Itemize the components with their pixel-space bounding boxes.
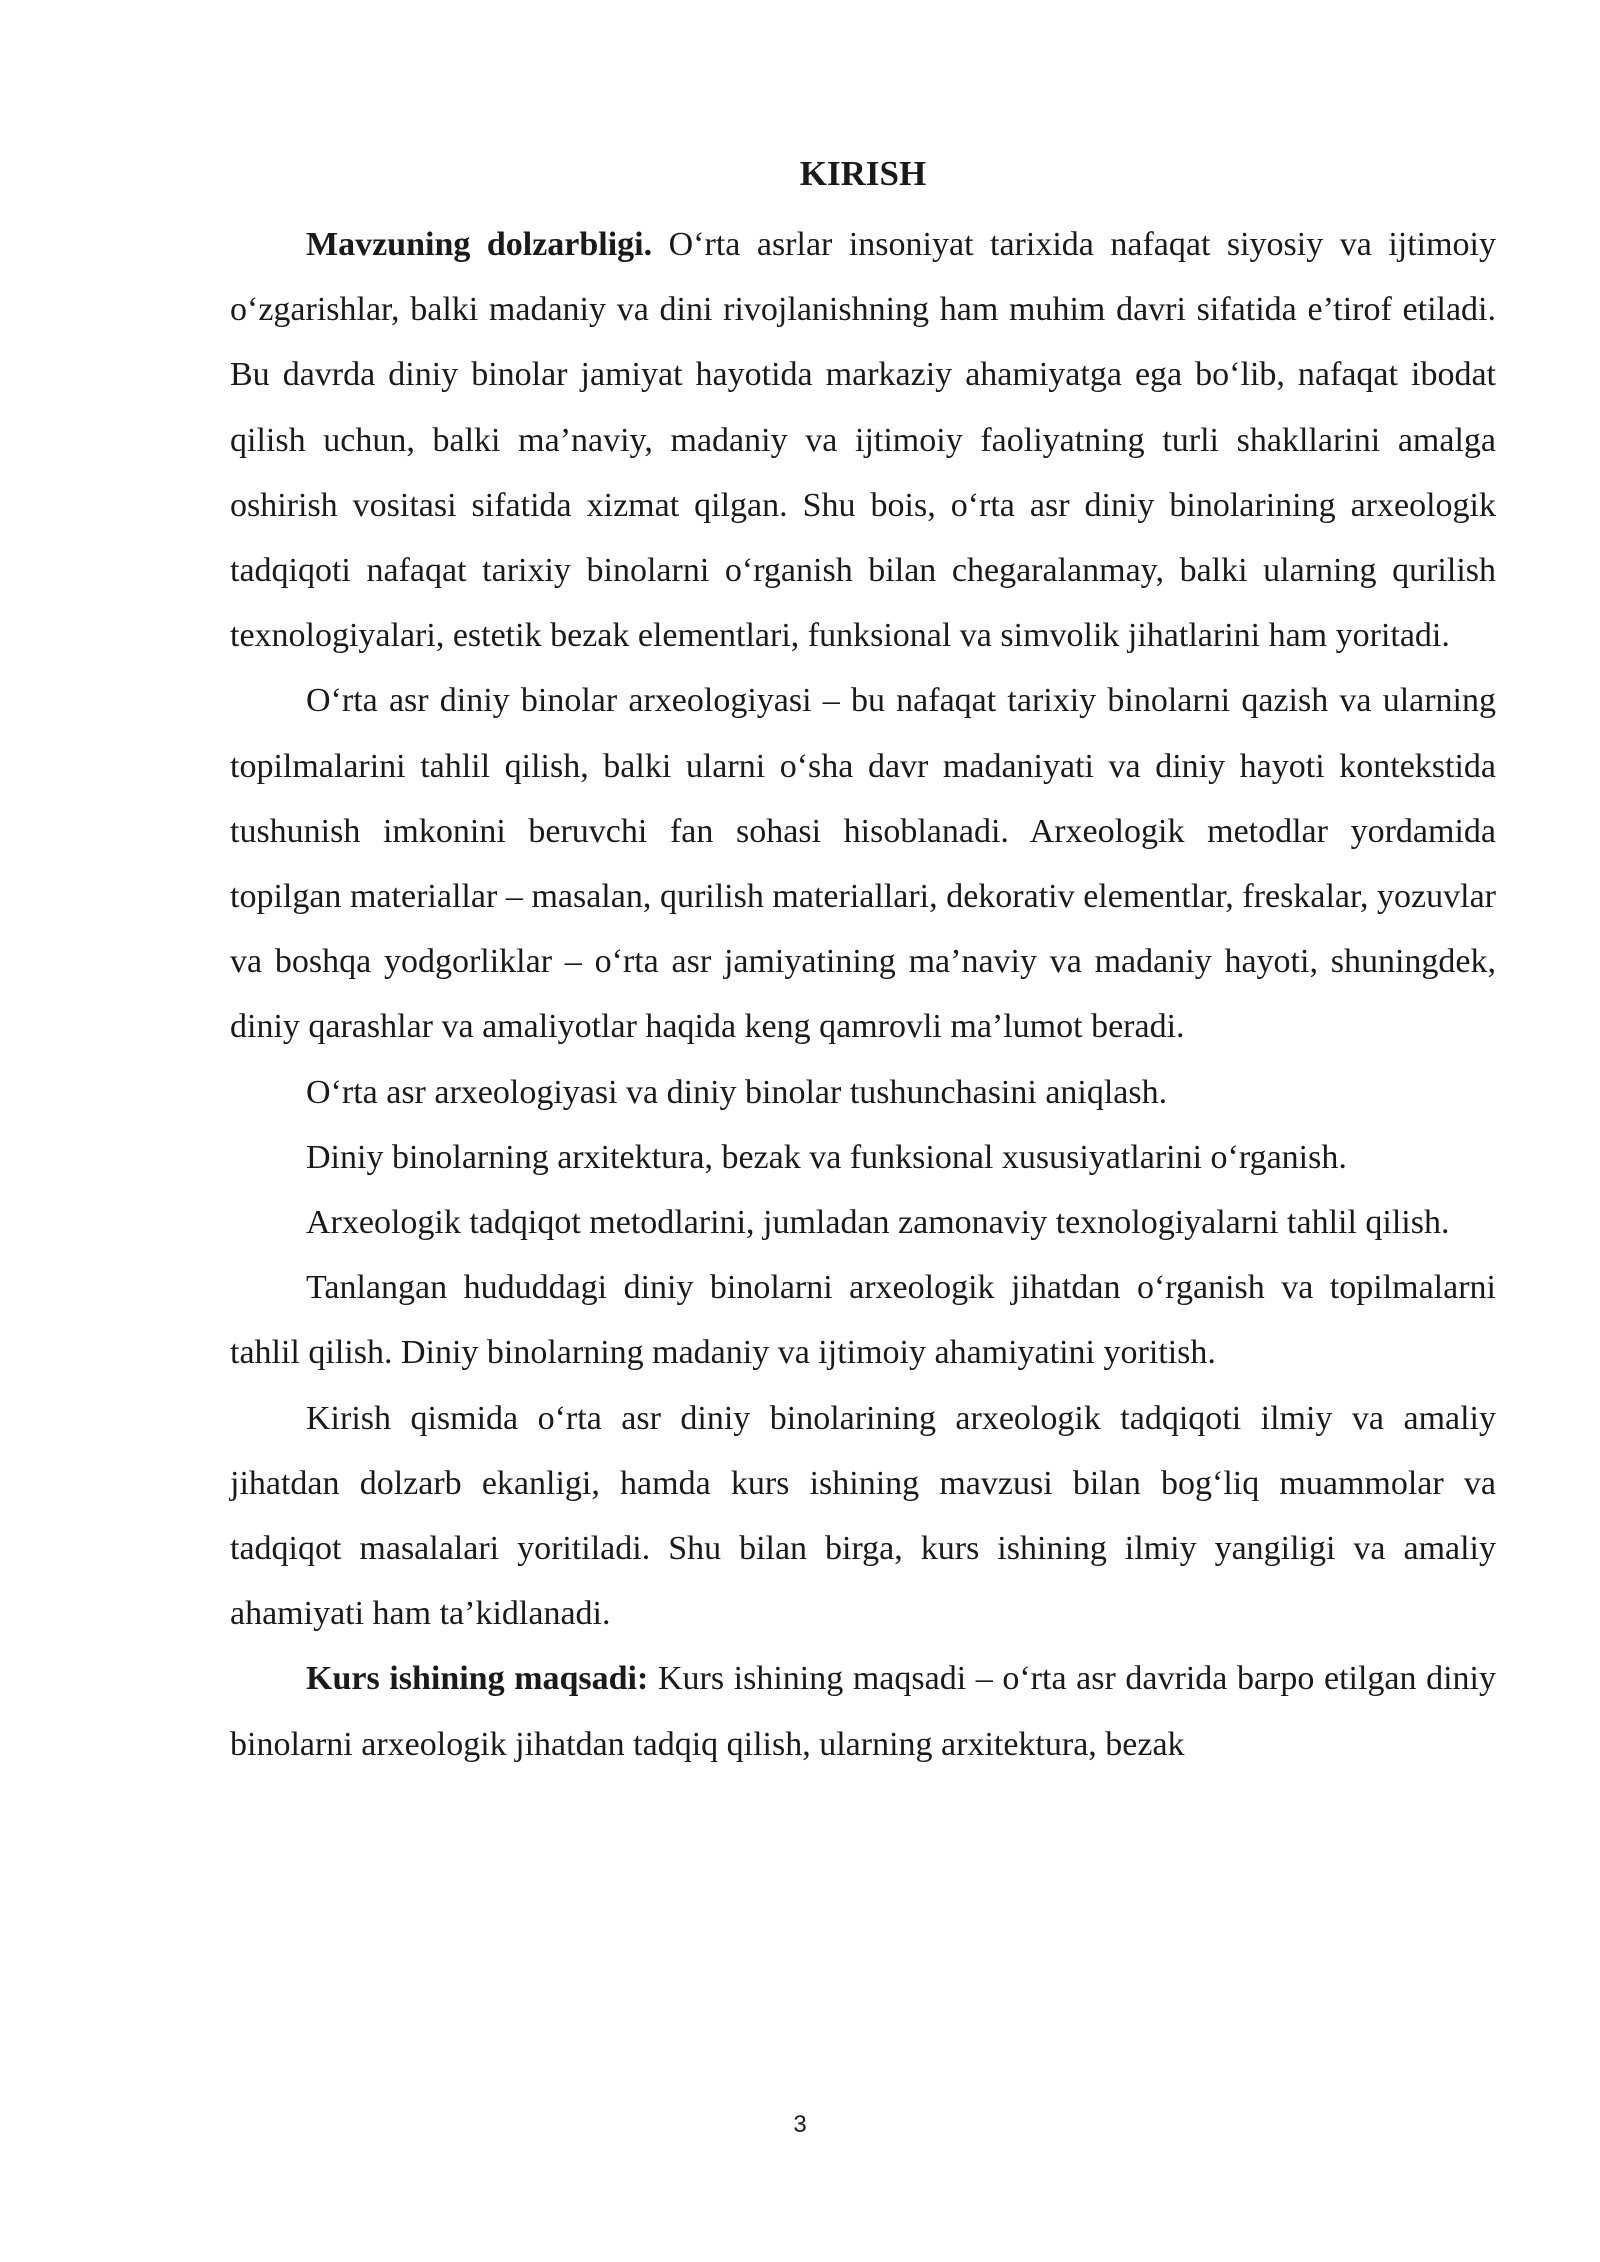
paragraph-text: O‘rta asrlar insoniyat tarixida nafaqat siyosiy va ijtimoiy o‘zgarishlar, balki madaniy va dini rivojlanishning ham muhim davri sifatida e’tirof etiladi. Bu davrda diniy binolar jamiyat hayotida markaziy ahamiyatga ega bo‘lib, nafaqat ibodat qilish uchun, balki ma’naviy, madaniy va ijtimoiy faoliyatning turli shakllarini amalga oshirish vositasi sifatida xizmat qilgan. Shu bois, o‘rta asr diniy binolarining arxeologik tadqiqoti nafaqat tarixiy binolarni o‘rganish bilan chegaralanmay, balki ularning qurilish texnologiyalari, estetik bezak elementlari, funksional va simvolik jihatlarini ham yoritadi. — [230, 226, 1496, 655]
page-content — [230, 148, 1496, 1777]
page-number: 3 — [793, 2111, 807, 2138]
paragraph-text: Kirish qismida o‘rta asr diniy binolarining arxeologik tadqiqoti ilmiy va amaliy jihatdan dolzarb ekanligi, hamda kurs ishining mavzusi bilan bog‘liq muammolar va tadqiqot masalalari yoritiladi. Shu bilan birga, kurs ishining ilmiy yangiligi va amaliy ahamiyati ham ta’kidlanadi. — [230, 1399, 1496, 1633]
page-title: KIRISH — [799, 154, 927, 193]
paragraph-lead: Mavzuning dolzarbligi. — [306, 226, 653, 263]
paragraph — [230, 1060, 1496, 1125]
paragraph — [230, 1125, 1496, 1190]
paragraph-text: O‘rta asr arxeologiyasi va diniy binolar tushunchasini aniqlash. — [306, 1073, 1168, 1111]
paragraph-lead: Kurs ishining maqsadi: — [306, 1660, 649, 1698]
paragraph — [230, 668, 1496, 1059]
paragraph-goal — [230, 1646, 1496, 1776]
paragraph — [230, 1255, 1496, 1385]
paragraph-text: Kurs ishining maqsadi – o‘rta asr davrida barpo etilgan diniy binolarni arxeologik jihatdan tadqiq qilish, ularning arxitektura, bezak — [230, 1660, 1496, 1763]
paragraph-text: O‘rta asr diniy binolar arxeologiyasi – bu nafaqat tarixiy binolarni qazish va ularning topilmalarini tahlil qilish, balki ularni o‘sha davr madaniyati va diniy hayoti kontekstida tushunish imkonini beruvchi fan sohasi hisoblanadi. Arxeologik metodlar yordamida topilgan materiallar – masalan, qurilish materiallari, dekorativ elementlar, freskalar, yozuvlar va boshqa yodgorliklar – o‘rta asr jamiyatining ma’naviy va madaniy hayoti, shuningdek, diniy qarashlar va amaliyotlar haqida keng qamrovli ma’lumot beradi. — [230, 682, 1496, 1046]
paragraph-text: Tanlangan hududdagi diniy binolarni arxeologik jihatdan o‘rganish va topilmalarni tahlil qilish. Diniy binolarning madaniy va ijtimoiy ahamiyatini yoritish. — [230, 1269, 1496, 1372]
paragraph-text: Arxeologik tadqiqot metodlarini, jumladan zamonaviy texnologiyalarni tahlil qilish. — [306, 1204, 1450, 1242]
paragraph-text: Diniy binolarning arxitektura, bezak va funksional xususiyatlarini o‘rganish. — [306, 1138, 1347, 1176]
paragraph — [230, 1190, 1496, 1255]
paragraph — [230, 1386, 1496, 1647]
paragraph-relevance — [230, 212, 1496, 668]
